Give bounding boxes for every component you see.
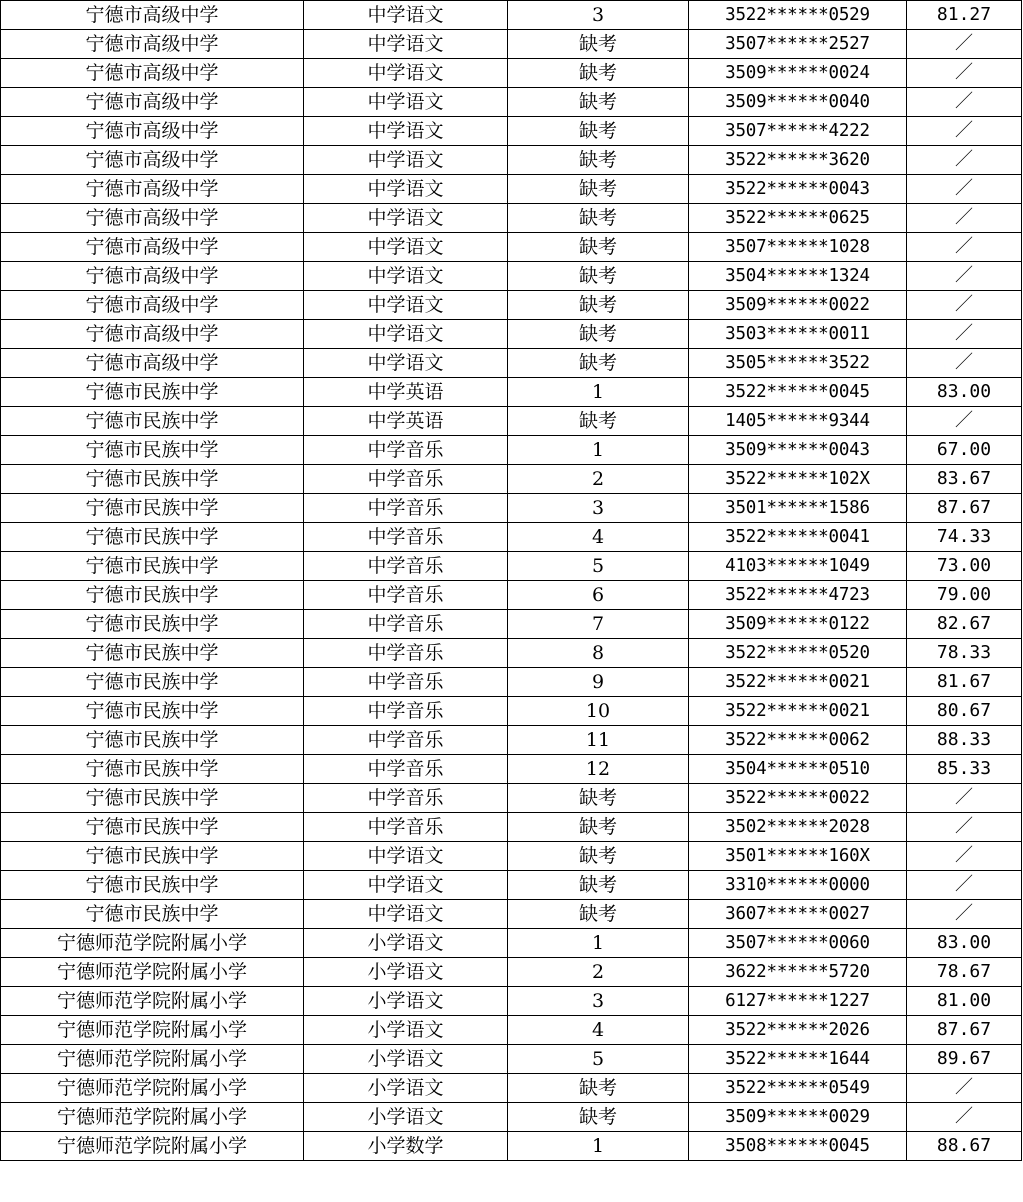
score-cell: 83.67 bbox=[907, 465, 1022, 494]
subject-cell: 小学语文 bbox=[304, 1074, 508, 1103]
subject-cell: 中学音乐 bbox=[304, 552, 508, 581]
subject-cell: 中学语文 bbox=[304, 1, 508, 30]
table-row bbox=[1, 494, 1022, 523]
school-cell: 宁德师范学院附属小学 bbox=[1, 1103, 304, 1132]
school-cell: 宁德市高级中学 bbox=[1, 204, 304, 233]
rank-cell: 2 bbox=[508, 465, 689, 494]
rank-cell: 缺考 bbox=[508, 88, 689, 117]
table-row bbox=[1, 581, 1022, 610]
subject-cell: 中学音乐 bbox=[304, 813, 508, 842]
rank-cell: 缺考 bbox=[508, 30, 689, 59]
school-cell: 宁德师范学院附属小学 bbox=[1, 958, 304, 987]
school-cell: 宁德市民族中学 bbox=[1, 900, 304, 929]
school-cell: 宁德师范学院附属小学 bbox=[1, 1074, 304, 1103]
school-cell: 宁德市民族中学 bbox=[1, 552, 304, 581]
score-cell: ／ bbox=[907, 871, 1022, 900]
table-row bbox=[1, 1132, 1022, 1161]
id-number-cell: 3607******0027 bbox=[689, 900, 907, 929]
table-row bbox=[1, 813, 1022, 842]
table-row bbox=[1, 1016, 1022, 1045]
rank-cell: 缺考 bbox=[508, 146, 689, 175]
subject-cell: 小学数学 bbox=[304, 1132, 508, 1161]
score-cell: ／ bbox=[907, 88, 1022, 117]
id-number-cell: 6127******1227 bbox=[689, 987, 907, 1016]
score-cell: 83.00 bbox=[907, 378, 1022, 407]
id-number-cell: 3509******0022 bbox=[689, 291, 907, 320]
rank-cell: 缺考 bbox=[508, 204, 689, 233]
score-cell: 80.67 bbox=[907, 697, 1022, 726]
table-row bbox=[1, 1103, 1022, 1132]
school-cell: 宁德师范学院附属小学 bbox=[1, 1132, 304, 1161]
score-cell: ／ bbox=[907, 59, 1022, 88]
id-number-cell: 3522******0021 bbox=[689, 668, 907, 697]
subject-cell: 中学语文 bbox=[304, 146, 508, 175]
subject-cell: 中学语文 bbox=[304, 871, 508, 900]
rank-cell: 缺考 bbox=[508, 320, 689, 349]
id-number-cell: 3509******0029 bbox=[689, 1103, 907, 1132]
subject-cell: 中学语文 bbox=[304, 88, 508, 117]
rank-cell: 6 bbox=[508, 581, 689, 610]
rank-cell: 缺考 bbox=[508, 871, 689, 900]
score-cell: ／ bbox=[907, 842, 1022, 871]
table-row bbox=[1, 639, 1022, 668]
score-cell: 81.27 bbox=[907, 1, 1022, 30]
rank-cell: 缺考 bbox=[508, 349, 689, 378]
id-number-cell: 3507******2527 bbox=[689, 30, 907, 59]
score-cell: 67.00 bbox=[907, 436, 1022, 465]
score-cell: ／ bbox=[907, 233, 1022, 262]
id-number-cell: 3522******0520 bbox=[689, 639, 907, 668]
table-row bbox=[1, 929, 1022, 958]
rank-cell: 5 bbox=[508, 552, 689, 581]
school-cell: 宁德市民族中学 bbox=[1, 784, 304, 813]
school-cell: 宁德师范学院附属小学 bbox=[1, 987, 304, 1016]
id-number-cell: 3509******0040 bbox=[689, 88, 907, 117]
table-row bbox=[1, 755, 1022, 784]
subject-cell: 中学音乐 bbox=[304, 668, 508, 697]
table-row bbox=[1, 784, 1022, 813]
id-number-cell: 3509******0024 bbox=[689, 59, 907, 88]
subject-cell: 中学语文 bbox=[304, 900, 508, 929]
rank-cell: 缺考 bbox=[508, 900, 689, 929]
rank-cell: 8 bbox=[508, 639, 689, 668]
subject-cell: 中学语文 bbox=[304, 175, 508, 204]
subject-cell: 中学音乐 bbox=[304, 494, 508, 523]
subject-cell: 中学语文 bbox=[304, 291, 508, 320]
rank-cell: 10 bbox=[508, 697, 689, 726]
id-number-cell: 3503******0011 bbox=[689, 320, 907, 349]
school-cell: 宁德市民族中学 bbox=[1, 407, 304, 436]
id-number-cell: 3310******0000 bbox=[689, 871, 907, 900]
id-number-cell: 4103******1049 bbox=[689, 552, 907, 581]
table-row bbox=[1, 958, 1022, 987]
rank-cell: 3 bbox=[508, 1, 689, 30]
score-cell: ／ bbox=[907, 262, 1022, 291]
rank-cell: 7 bbox=[508, 610, 689, 639]
subject-cell: 中学音乐 bbox=[304, 755, 508, 784]
subject-cell: 中学语文 bbox=[304, 30, 508, 59]
rank-cell: 1 bbox=[508, 436, 689, 465]
subject-cell: 中学语文 bbox=[304, 320, 508, 349]
table-row bbox=[1, 465, 1022, 494]
subject-cell: 中学语文 bbox=[304, 59, 508, 88]
id-number-cell: 3522******0062 bbox=[689, 726, 907, 755]
score-cell: ／ bbox=[907, 1103, 1022, 1132]
score-cell: ／ bbox=[907, 204, 1022, 233]
subject-cell: 中学英语 bbox=[304, 407, 508, 436]
school-cell: 宁德市民族中学 bbox=[1, 494, 304, 523]
score-cell: ／ bbox=[907, 175, 1022, 204]
table-row bbox=[1, 30, 1022, 59]
subject-cell: 小学语文 bbox=[304, 1016, 508, 1045]
score-cell: ／ bbox=[907, 146, 1022, 175]
subject-cell: 中学音乐 bbox=[304, 523, 508, 552]
subject-cell: 中学音乐 bbox=[304, 639, 508, 668]
score-cell: ／ bbox=[907, 784, 1022, 813]
score-cell: 79.00 bbox=[907, 581, 1022, 610]
score-cell: ／ bbox=[907, 407, 1022, 436]
rank-cell: 2 bbox=[508, 958, 689, 987]
score-cell: 74.33 bbox=[907, 523, 1022, 552]
rank-cell: 缺考 bbox=[508, 842, 689, 871]
rank-cell: 9 bbox=[508, 668, 689, 697]
table-row bbox=[1, 233, 1022, 262]
table-row bbox=[1, 523, 1022, 552]
score-cell: 88.33 bbox=[907, 726, 1022, 755]
subject-cell: 中学音乐 bbox=[304, 726, 508, 755]
score-cell: ／ bbox=[907, 900, 1022, 929]
school-cell: 宁德市民族中学 bbox=[1, 465, 304, 494]
id-number-cell: 3522******1644 bbox=[689, 1045, 907, 1074]
subject-cell: 中学语文 bbox=[304, 262, 508, 291]
subject-cell: 小学语文 bbox=[304, 1045, 508, 1074]
subject-cell: 中学音乐 bbox=[304, 610, 508, 639]
id-number-cell: 3507******4222 bbox=[689, 117, 907, 146]
subject-cell: 小学语文 bbox=[304, 929, 508, 958]
id-number-cell: 3522******102X bbox=[689, 465, 907, 494]
table-row bbox=[1, 726, 1022, 755]
table-row bbox=[1, 88, 1022, 117]
table-row bbox=[1, 262, 1022, 291]
rank-cell: 缺考 bbox=[508, 1074, 689, 1103]
results-table-body bbox=[1, 1, 1022, 1161]
rank-cell: 3 bbox=[508, 987, 689, 1016]
school-cell: 宁德市民族中学 bbox=[1, 639, 304, 668]
school-cell: 宁德市民族中学 bbox=[1, 842, 304, 871]
id-number-cell: 3522******3620 bbox=[689, 146, 907, 175]
id-number-cell: 3504******1324 bbox=[689, 262, 907, 291]
school-cell: 宁德市民族中学 bbox=[1, 436, 304, 465]
subject-cell: 中学音乐 bbox=[304, 436, 508, 465]
id-number-cell: 3504******0510 bbox=[689, 755, 907, 784]
score-cell: ／ bbox=[907, 320, 1022, 349]
rank-cell: 缺考 bbox=[508, 1103, 689, 1132]
id-number-cell: 3622******5720 bbox=[689, 958, 907, 987]
score-cell: 83.00 bbox=[907, 929, 1022, 958]
score-cell: 81.67 bbox=[907, 668, 1022, 697]
table-row bbox=[1, 668, 1022, 697]
table-row bbox=[1, 59, 1022, 88]
table-row bbox=[1, 146, 1022, 175]
score-cell: ／ bbox=[907, 813, 1022, 842]
table-row bbox=[1, 320, 1022, 349]
score-cell: 87.67 bbox=[907, 494, 1022, 523]
school-cell: 宁德师范学院附属小学 bbox=[1, 929, 304, 958]
id-number-cell: 3509******0043 bbox=[689, 436, 907, 465]
school-cell: 宁德市民族中学 bbox=[1, 378, 304, 407]
rank-cell: 3 bbox=[508, 494, 689, 523]
school-cell: 宁德市高级中学 bbox=[1, 262, 304, 291]
school-cell: 宁德市高级中学 bbox=[1, 233, 304, 262]
table-row bbox=[1, 871, 1022, 900]
score-cell: 89.67 bbox=[907, 1045, 1022, 1074]
subject-cell: 中学语文 bbox=[304, 349, 508, 378]
school-cell: 宁德市高级中学 bbox=[1, 117, 304, 146]
id-number-cell: 3508******0045 bbox=[689, 1132, 907, 1161]
rank-cell: 4 bbox=[508, 1016, 689, 1045]
school-cell: 宁德市民族中学 bbox=[1, 697, 304, 726]
school-cell: 宁德市民族中学 bbox=[1, 755, 304, 784]
id-number-cell: 3507******1028 bbox=[689, 233, 907, 262]
rank-cell: 缺考 bbox=[508, 262, 689, 291]
id-number-cell: 1405******9344 bbox=[689, 407, 907, 436]
table-row bbox=[1, 987, 1022, 1016]
subject-cell: 中学语文 bbox=[304, 204, 508, 233]
school-cell: 宁德市高级中学 bbox=[1, 88, 304, 117]
id-number-cell: 3522******0529 bbox=[689, 1, 907, 30]
school-cell: 宁德市民族中学 bbox=[1, 726, 304, 755]
table-row bbox=[1, 697, 1022, 726]
rank-cell: 缺考 bbox=[508, 813, 689, 842]
table-row bbox=[1, 1045, 1022, 1074]
id-number-cell: 3509******0122 bbox=[689, 610, 907, 639]
school-cell: 宁德市高级中学 bbox=[1, 1, 304, 30]
score-cell: 81.00 bbox=[907, 987, 1022, 1016]
subject-cell: 小学语文 bbox=[304, 987, 508, 1016]
id-number-cell: 3522******2026 bbox=[689, 1016, 907, 1045]
subject-cell: 中学音乐 bbox=[304, 581, 508, 610]
school-cell: 宁德市民族中学 bbox=[1, 668, 304, 697]
table-row bbox=[1, 407, 1022, 436]
table-row bbox=[1, 436, 1022, 465]
score-cell: 85.33 bbox=[907, 755, 1022, 784]
score-cell: 82.67 bbox=[907, 610, 1022, 639]
score-cell: 78.33 bbox=[907, 639, 1022, 668]
subject-cell: 中学音乐 bbox=[304, 465, 508, 494]
score-cell: 88.67 bbox=[907, 1132, 1022, 1161]
id-number-cell: 3507******0060 bbox=[689, 929, 907, 958]
rank-cell: 1 bbox=[508, 1132, 689, 1161]
table-row bbox=[1, 204, 1022, 233]
table-row bbox=[1, 1074, 1022, 1103]
id-number-cell: 3505******3522 bbox=[689, 349, 907, 378]
school-cell: 宁德市民族中学 bbox=[1, 523, 304, 552]
id-number-cell: 3502******2028 bbox=[689, 813, 907, 842]
school-cell: 宁德市民族中学 bbox=[1, 581, 304, 610]
school-cell: 宁德市高级中学 bbox=[1, 175, 304, 204]
rank-cell: 缺考 bbox=[508, 117, 689, 146]
school-cell: 宁德师范学院附属小学 bbox=[1, 1016, 304, 1045]
rank-cell: 缺考 bbox=[508, 784, 689, 813]
score-cell: ／ bbox=[907, 117, 1022, 146]
subject-cell: 中学音乐 bbox=[304, 784, 508, 813]
score-cell: ／ bbox=[907, 291, 1022, 320]
id-number-cell: 3522******0549 bbox=[689, 1074, 907, 1103]
school-cell: 宁德市民族中学 bbox=[1, 813, 304, 842]
table-row bbox=[1, 842, 1022, 871]
id-number-cell: 3522******4723 bbox=[689, 581, 907, 610]
school-cell: 宁德市民族中学 bbox=[1, 610, 304, 639]
rank-cell: 缺考 bbox=[508, 175, 689, 204]
school-cell: 宁德市高级中学 bbox=[1, 320, 304, 349]
subject-cell: 中学音乐 bbox=[304, 697, 508, 726]
id-number-cell: 3522******0043 bbox=[689, 175, 907, 204]
rank-cell: 5 bbox=[508, 1045, 689, 1074]
score-cell: 73.00 bbox=[907, 552, 1022, 581]
school-cell: 宁德市高级中学 bbox=[1, 30, 304, 59]
table-row bbox=[1, 1, 1022, 30]
rank-cell: 缺考 bbox=[508, 407, 689, 436]
id-number-cell: 3522******0045 bbox=[689, 378, 907, 407]
table-row bbox=[1, 610, 1022, 639]
table-row bbox=[1, 175, 1022, 204]
subject-cell: 小学语文 bbox=[304, 1103, 508, 1132]
subject-cell: 中学英语 bbox=[304, 378, 508, 407]
score-cell: ／ bbox=[907, 349, 1022, 378]
id-number-cell: 3501******1586 bbox=[689, 494, 907, 523]
table-row bbox=[1, 552, 1022, 581]
subject-cell: 中学语文 bbox=[304, 842, 508, 871]
id-number-cell: 3522******0021 bbox=[689, 697, 907, 726]
rank-cell: 1 bbox=[508, 378, 689, 407]
school-cell: 宁德市高级中学 bbox=[1, 146, 304, 175]
subject-cell: 小学语文 bbox=[304, 958, 508, 987]
rank-cell: 4 bbox=[508, 523, 689, 552]
id-number-cell: 3522******0022 bbox=[689, 784, 907, 813]
score-cell: 78.67 bbox=[907, 958, 1022, 987]
school-cell: 宁德市高级中学 bbox=[1, 59, 304, 88]
rank-cell: 12 bbox=[508, 755, 689, 784]
subject-cell: 中学语文 bbox=[304, 233, 508, 262]
rank-cell: 11 bbox=[508, 726, 689, 755]
score-cell: ／ bbox=[907, 30, 1022, 59]
table-row bbox=[1, 117, 1022, 146]
id-number-cell: 3522******0625 bbox=[689, 204, 907, 233]
id-number-cell: 3501******160X bbox=[689, 842, 907, 871]
school-cell: 宁德市高级中学 bbox=[1, 291, 304, 320]
score-cell: ／ bbox=[907, 1074, 1022, 1103]
table-row bbox=[1, 378, 1022, 407]
rank-cell: 1 bbox=[508, 929, 689, 958]
table-row bbox=[1, 900, 1022, 929]
table-row bbox=[1, 349, 1022, 378]
school-cell: 宁德市高级中学 bbox=[1, 349, 304, 378]
rank-cell: 缺考 bbox=[508, 291, 689, 320]
school-cell: 宁德市民族中学 bbox=[1, 871, 304, 900]
school-cell: 宁德师范学院附属小学 bbox=[1, 1045, 304, 1074]
subject-cell: 中学语文 bbox=[304, 117, 508, 146]
rank-cell: 缺考 bbox=[508, 233, 689, 262]
score-cell: 87.67 bbox=[907, 1016, 1022, 1045]
table-row bbox=[1, 291, 1022, 320]
id-number-cell: 3522******0041 bbox=[689, 523, 907, 552]
rank-cell: 缺考 bbox=[508, 59, 689, 88]
